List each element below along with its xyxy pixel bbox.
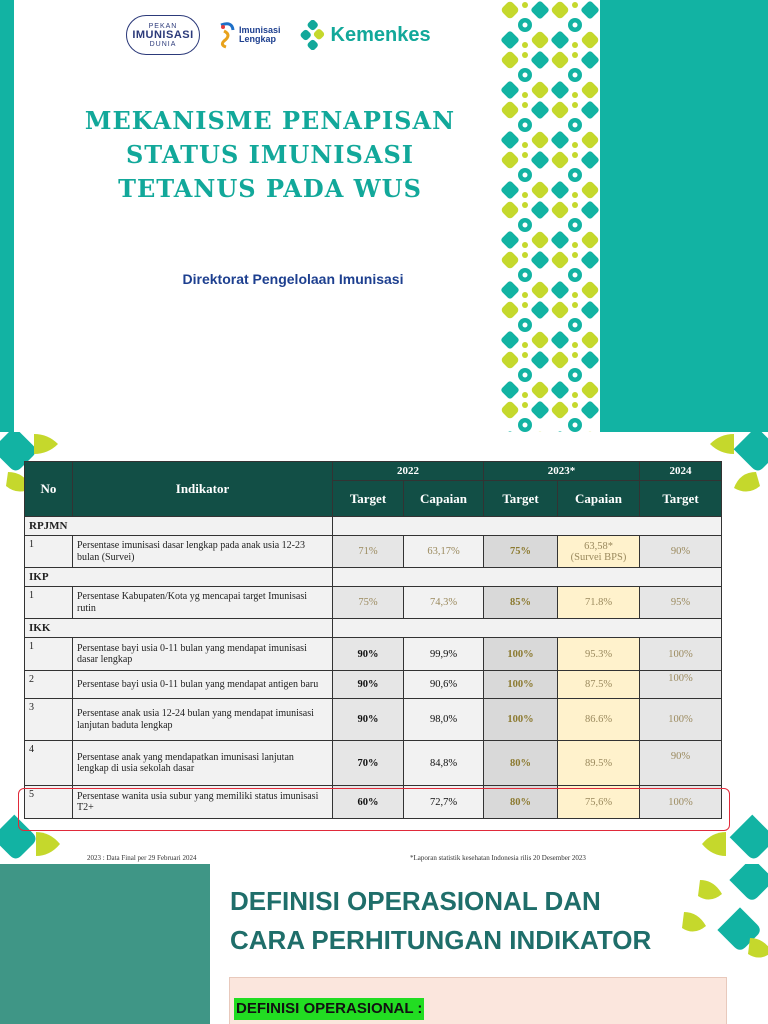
wus-row-highlight-frame bbox=[18, 788, 730, 831]
header-year-2024: 2024 bbox=[640, 462, 722, 481]
definisi-label: DEFINISI OPERASIONAL : bbox=[234, 998, 424, 1020]
table-row: 3 Persentase anak usia 12-24 bulan yang mendapat imunisasi lanjutan baduta lengkap 90% 98,0% 100% 86.6% 100% bbox=[25, 699, 722, 741]
section-row bbox=[25, 568, 722, 587]
footnote-data-final: 2023 : Data Final per 29 Februari 2024 bbox=[87, 854, 197, 862]
left-color-panel bbox=[0, 864, 210, 1024]
corner-ornament-slide3 bbox=[680, 864, 768, 970]
table-row: 4 Persentase anak yang mendapatkan imunisasi lanjutan lengkap di usia sekolah dasar 70% 84,8% 80% 89.5% 90% bbox=[25, 741, 722, 786]
section-title: DEFINISI OPERASIONAL DAN CARA PERHITUNGAN INDIKATOR bbox=[230, 886, 652, 955]
imunisasi-swirl-icon bbox=[218, 21, 236, 49]
header-year-2022: 2022 bbox=[333, 462, 484, 481]
header-target-2022: Target bbox=[333, 481, 404, 517]
pekan-imunisasi-dunia-logo: PEKAN IMUNISASI DUNIA bbox=[126, 15, 200, 55]
table-row-highlighted: 5 Persentase wanita usia subur yang memiliki status imunisasi T2+ 60% 72,7% 80% 75,6% 100% bbox=[25, 786, 722, 819]
right-accent-block bbox=[600, 0, 768, 432]
batik-pattern-strip bbox=[500, 0, 600, 432]
presenter-subtitle: Direktorat Pengelolaan Imunisasi bbox=[182, 271, 404, 287]
header-target-2023: Target bbox=[484, 481, 558, 517]
header-capaian-2022: Capaian bbox=[404, 481, 484, 517]
table-row: 2 Persentase bayi usia 0-11 bulan yang mendapat antigen baru 90% 90,6% 100% 87.5% 100% bbox=[25, 671, 722, 699]
header-year-2023: 2023* bbox=[484, 462, 640, 481]
left-accent-bar bbox=[0, 0, 14, 432]
section-label: IKK bbox=[25, 619, 333, 638]
logo-row bbox=[126, 14, 431, 56]
slide-title bbox=[0, 0, 768, 432]
section-row bbox=[25, 517, 722, 536]
indicator-table bbox=[24, 461, 722, 819]
table-row: 1 Persentase imunisasi dasar lengkap pada anak usia 12-23 bulan (Survei) 71% 63,17% 75% 63,58* (Survei BPS) 90% bbox=[25, 536, 722, 568]
table-row: 1 Persentase Kabupaten/Kota yg mencapai target Imunisasi rutin 75% 74,3% 85% 71.8% 95% bbox=[25, 587, 722, 619]
header-capaian-2023: Capaian bbox=[558, 481, 640, 517]
kemenkes-logo: Kemenkes bbox=[299, 20, 431, 50]
capaian-2023-with-note: 63,58* (Survei BPS) bbox=[558, 536, 640, 568]
section-row bbox=[25, 619, 722, 638]
header-target-2024: Target bbox=[640, 481, 722, 517]
slide-definisi bbox=[0, 864, 768, 1024]
table-row: 1 Persentase bayi usia 0-11 bulan yang mendapat imunisasi dasar lengkap 90% 99,9% 100% 95.3% 100% bbox=[25, 638, 722, 671]
header-indikator: Indikator bbox=[73, 462, 333, 517]
kemenkes-mark-icon bbox=[299, 20, 325, 50]
footnote-source: *Laporan statistik kesehatan Indonesia rilis 20 Desember 2023 bbox=[410, 854, 586, 862]
section-label: RPJMN bbox=[25, 517, 333, 536]
presentation-title: MEKANISME PENAPISAN STATUS IMUNISASI TETANUS PADA WUS bbox=[84, 106, 456, 203]
section-label: IKP bbox=[25, 568, 333, 587]
header-no: No bbox=[25, 462, 73, 517]
imunisasi-lengkap-logo: Imunisasi Lengkap bbox=[218, 21, 281, 49]
slide-indicator-table bbox=[0, 432, 768, 864]
